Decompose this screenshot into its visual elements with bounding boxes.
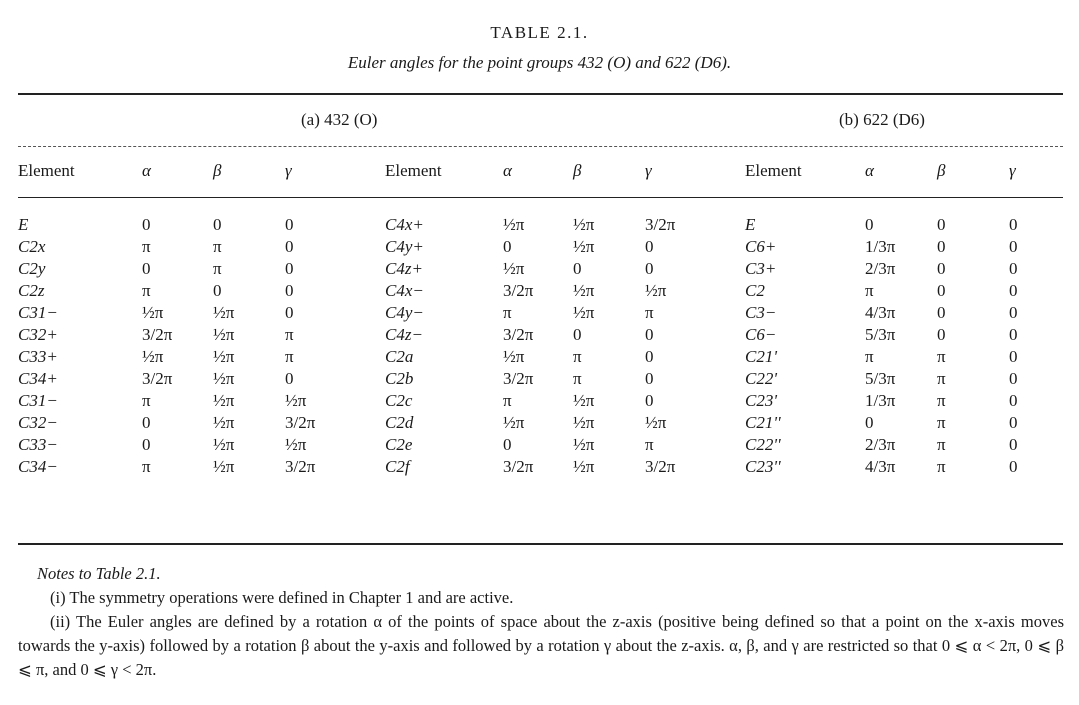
top-rule [18, 93, 1063, 95]
cell-beta: 0 [937, 281, 946, 300]
cell-beta: π [937, 391, 946, 410]
cell-gamma: 0 [645, 325, 654, 344]
cell-element: C22'' [745, 435, 781, 454]
cell-beta: π [937, 413, 946, 432]
cell-element: C2y [18, 259, 46, 278]
cell-element: C22' [745, 369, 777, 388]
cell-element: C33− [18, 435, 58, 454]
cell-gamma: 0 [1009, 259, 1018, 278]
cell-element: C6+ [745, 237, 777, 256]
cell-beta: ½π [213, 391, 235, 410]
cell-element: C2a [385, 347, 414, 366]
note-item: (ii) The Euler angles are defined by a rotation α of the points of space about the z-axis (positive being defined so that a point on the x-axis moves towards the y-axis) followed by a rotation β about the y-axis and followed by a rotation γ about the z-axis. α, β, and γ are restricted so that 0 ⩽ α < 2π, 0 ⩽ β ⩽ π, and 0 ⩽ γ < 2π. [18, 612, 1064, 679]
cell-beta: 0 [213, 215, 222, 234]
header-gamma: γ [645, 161, 652, 180]
group-b-label: (b) 622 (D6) [839, 110, 925, 129]
table-row [18, 412, 1063, 434]
table-row [18, 434, 1063, 456]
cell-gamma: 0 [285, 281, 294, 300]
cell-gamma: 0 [1009, 325, 1018, 344]
cell-alpha: 3/2π [142, 369, 173, 388]
table-row [18, 456, 1063, 478]
cell-beta: π [937, 457, 946, 476]
cell-alpha: π [142, 391, 151, 410]
header-element: Element [385, 161, 442, 180]
cell-beta: π [937, 435, 946, 454]
cell-alpha: 1/3π [865, 237, 896, 256]
cell-gamma: ½π [645, 413, 667, 432]
cell-gamma: 0 [1009, 215, 1018, 234]
cell-alpha: 3/2π [503, 281, 534, 300]
table-caption: TABLE 2.1. [490, 23, 589, 42]
cell-alpha: 0 [142, 435, 151, 454]
cell-gamma: ½π [285, 435, 307, 454]
cell-alpha: ½π [142, 303, 164, 322]
cell-beta: 0 [937, 215, 946, 234]
cell-alpha: 3/2π [503, 325, 534, 344]
cell-element: C2c [385, 391, 413, 410]
cell-element: C31− [18, 303, 58, 322]
cell-beta: π [213, 259, 222, 278]
cell-beta: π [213, 237, 222, 256]
cell-gamma: π [645, 435, 654, 454]
note-item: (i) The symmetry operations were defined in Chapter 1 and are active. [50, 588, 514, 607]
cell-alpha: ½π [503, 347, 525, 366]
cell-element: C4z+ [385, 259, 423, 278]
cell-gamma: 0 [1009, 369, 1018, 388]
cell-beta: ½π [573, 413, 595, 432]
cell-gamma: π [645, 303, 654, 322]
cell-beta: ½π [573, 435, 595, 454]
cell-alpha: π [142, 457, 151, 476]
cell-beta: ½π [213, 413, 235, 432]
cell-beta: 0 [573, 259, 582, 278]
cell-element: C33+ [18, 347, 58, 366]
cell-beta: ½π [573, 281, 595, 300]
cell-element: C34+ [18, 369, 58, 388]
table-row [18, 302, 1063, 324]
cell-gamma: 0 [1009, 281, 1018, 300]
cell-element: C2d [385, 413, 414, 432]
cell-gamma: 0 [1009, 237, 1018, 256]
cell-beta: ½π [573, 303, 595, 322]
cell-alpha: 5/3π [865, 325, 896, 344]
header-gamma: γ [285, 161, 292, 180]
cell-element: C23' [745, 391, 777, 410]
cell-gamma: 0 [645, 369, 654, 388]
header-alpha: α [503, 161, 512, 180]
cell-element: C32+ [18, 325, 58, 344]
cell-element: C4z− [385, 325, 423, 344]
cell-gamma: 3/2π [645, 215, 676, 234]
cell-element: C6− [745, 325, 777, 344]
header-gamma: γ [1009, 161, 1016, 180]
cell-alpha: 4/3π [865, 457, 896, 476]
cell-beta: 0 [937, 303, 946, 322]
cell-alpha: 4/3π [865, 303, 896, 322]
header-element: Element [18, 161, 75, 180]
cell-alpha: 3/2π [142, 325, 173, 344]
group-a-label: (a) 432 (O) [301, 110, 378, 129]
cell-element: C2z [18, 281, 45, 300]
cell-alpha: 3/2π [503, 369, 534, 388]
cell-element: C3+ [745, 259, 777, 278]
cell-gamma: 0 [1009, 413, 1018, 432]
cell-beta: ½π [213, 325, 235, 344]
cell-alpha: 0 [142, 259, 151, 278]
cell-alpha: 0 [503, 237, 512, 256]
cell-beta: 0 [937, 237, 946, 256]
cell-beta: ½π [213, 303, 235, 322]
cell-beta: π [573, 347, 582, 366]
cell-alpha: 0 [142, 413, 151, 432]
cell-gamma: 0 [285, 369, 294, 388]
cell-gamma: 0 [1009, 303, 1018, 322]
cell-element: C2e [385, 435, 413, 454]
cell-gamma: 0 [645, 259, 654, 278]
cell-element: C3− [745, 303, 777, 322]
cell-alpha: 0 [503, 435, 512, 454]
table-body [18, 194, 1063, 478]
cell-element: C4y+ [385, 237, 424, 256]
cell-alpha: 1/3π [865, 391, 896, 410]
cell-beta: ½π [573, 237, 595, 256]
cell-gamma: 3/2π [645, 457, 676, 476]
cell-element: C21' [745, 347, 777, 366]
cell-alpha: π [142, 237, 151, 256]
cell-alpha: ½π [503, 259, 525, 278]
cell-gamma: π [285, 347, 294, 366]
cell-element: E [18, 215, 29, 234]
cell-gamma: 0 [285, 303, 294, 322]
cell-beta: π [937, 347, 946, 366]
cell-beta: 0 [937, 325, 946, 344]
cell-alpha: 0 [865, 413, 874, 432]
cell-beta: ½π [573, 215, 595, 234]
cell-alpha: 5/3π [865, 369, 896, 388]
cell-beta: 0 [573, 325, 582, 344]
group-divider-rule [18, 146, 1063, 147]
cell-alpha: ½π [503, 215, 525, 234]
cell-element: C2f [385, 457, 410, 476]
cell-gamma: 0 [1009, 391, 1018, 410]
cell-gamma: 0 [645, 237, 654, 256]
header-beta: β [573, 161, 582, 180]
cell-gamma: 0 [285, 215, 294, 234]
cell-gamma: π [285, 325, 294, 344]
cell-element: C2b [385, 369, 414, 388]
cell-gamma: 0 [1009, 347, 1018, 366]
cell-alpha: 0 [865, 215, 874, 234]
cell-alpha: π [503, 391, 512, 410]
cell-beta: π [573, 369, 582, 388]
cell-element: C2 [745, 281, 765, 300]
cell-beta: 0 [937, 259, 946, 278]
table-row [18, 194, 1063, 236]
cell-gamma: 3/2π [285, 413, 316, 432]
table-row [18, 346, 1063, 368]
header-beta: β [937, 161, 946, 180]
table-row [18, 236, 1063, 258]
cell-gamma: 0 [1009, 457, 1018, 476]
bottom-rule [18, 543, 1063, 545]
cell-alpha: 2/3π [865, 259, 896, 278]
cell-beta: ½π [213, 347, 235, 366]
cell-gamma: 3/2π [285, 457, 316, 476]
cell-element: C4y− [385, 303, 424, 322]
cell-beta: π [937, 369, 946, 388]
cell-element: C2x [18, 237, 46, 256]
cell-element: E [745, 215, 756, 234]
table-row [18, 390, 1063, 412]
cell-alpha: 2/3π [865, 435, 896, 454]
cell-beta: ½π [213, 457, 235, 476]
cell-alpha: π [865, 347, 874, 366]
cell-alpha: 3/2π [503, 457, 534, 476]
cell-gamma: ½π [285, 391, 307, 410]
cell-gamma: 0 [285, 237, 294, 256]
table-row [18, 324, 1063, 346]
cell-beta: ½π [573, 391, 595, 410]
cell-alpha: ½π [503, 413, 525, 432]
cell-element: C4x− [385, 281, 424, 300]
cell-alpha: π [503, 303, 512, 322]
notes-title: Notes to Table 2.1. [37, 564, 161, 583]
cell-gamma: 0 [645, 391, 654, 410]
cell-alpha: 0 [142, 215, 151, 234]
cell-element: C21'' [745, 413, 781, 432]
cell-element: C23'' [745, 457, 781, 476]
table-row [18, 258, 1063, 280]
cell-element: C4x+ [385, 215, 424, 234]
cell-beta: ½π [213, 435, 235, 454]
table-row [18, 368, 1063, 390]
cell-beta: ½π [573, 457, 595, 476]
cell-gamma: 0 [1009, 435, 1018, 454]
header-beta: β [213, 161, 222, 180]
header-element: Element [745, 161, 802, 180]
header-alpha: α [865, 161, 874, 180]
table-header-row [18, 148, 1063, 194]
cell-alpha: π [142, 281, 151, 300]
cell-beta: 0 [213, 281, 222, 300]
cell-element: C34− [18, 457, 58, 476]
cell-beta: ½π [213, 369, 235, 388]
cell-gamma: ½π [645, 281, 667, 300]
cell-element: C31− [18, 391, 58, 410]
cell-gamma: 0 [645, 347, 654, 366]
cell-alpha: ½π [142, 347, 164, 366]
cell-element: C32− [18, 413, 58, 432]
cell-alpha: π [865, 281, 874, 300]
table-row [18, 280, 1063, 302]
table-title: Euler angles for the point groups 432 (O) and 622 (D6). [347, 53, 732, 72]
cell-gamma: 0 [285, 259, 294, 278]
header-alpha: α [142, 161, 151, 180]
header-rule [18, 197, 1063, 198]
